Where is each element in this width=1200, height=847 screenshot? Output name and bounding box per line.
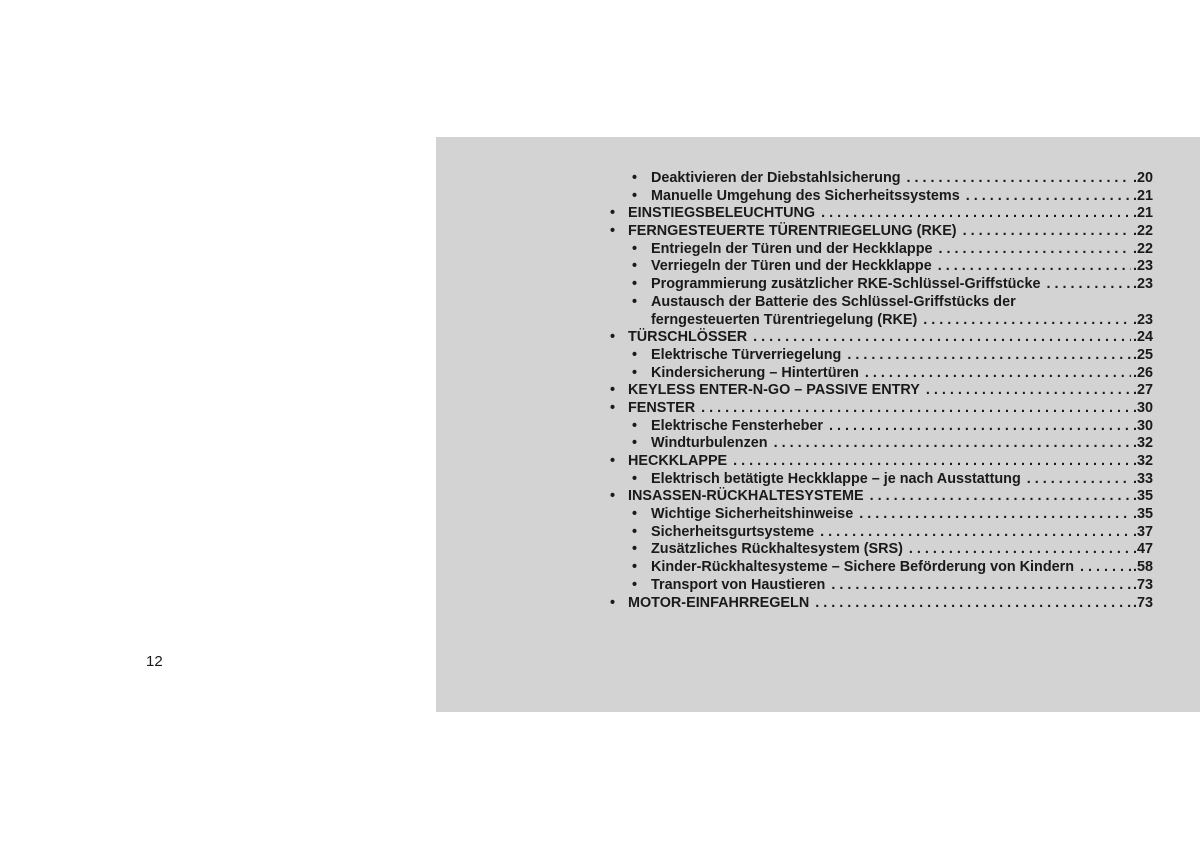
toc-entry[interactable]	[610, 329, 1153, 347]
bullet-icon: •	[610, 399, 616, 416]
toc-entry-page: .21	[1132, 187, 1153, 204]
toc-entry-page: .25	[1132, 346, 1153, 363]
bullet-icon: •	[610, 205, 616, 222]
toc-entry[interactable]	[610, 577, 1153, 595]
bullet-icon: •	[632, 293, 638, 310]
toc-entry-title: Entriegeln der Türen und der Heckklappe	[651, 240, 933, 257]
toc-entry-title: Elektrische Türverriegelung	[651, 346, 842, 363]
toc-entry-title: Kindersicherung – Hintertüren	[651, 364, 859, 381]
toc-entry[interactable]	[610, 347, 1153, 365]
bullet-icon: •	[632, 240, 638, 257]
toc-entry-page: .23	[1132, 276, 1153, 293]
toc-entry-title: Sicherheitsgurtsysteme	[651, 523, 815, 540]
toc-entry-title: Deaktivieren der Diebstahlsicherung	[651, 170, 901, 186]
dot-leader	[932, 241, 1131, 259]
dot-leader	[1021, 471, 1131, 489]
toc-entry-page: .32	[1132, 453, 1153, 469]
bullet-icon: •	[632, 187, 638, 204]
toc-entry[interactable]	[610, 435, 1153, 453]
dot-leader	[727, 453, 1131, 471]
bullet-icon: •	[632, 470, 638, 487]
dot-leader	[917, 312, 1131, 330]
dot-leader	[903, 541, 1131, 559]
dot-leader	[841, 347, 1131, 365]
toc-entry-title: FERNGESTEUERTE TÜRENTRIEGELUNG (RKE)	[628, 223, 957, 240]
dot-leader	[853, 506, 1131, 524]
bullet-icon: •	[632, 576, 638, 593]
toc-entry-title: FENSTER	[628, 399, 696, 416]
bullet-icon: •	[632, 170, 638, 186]
toc-entry[interactable]	[610, 312, 1153, 330]
toc-entry-title: TÜRSCHLÖSSER	[628, 329, 748, 346]
dot-leader	[901, 170, 1131, 188]
dot-leader	[1074, 559, 1131, 577]
toc-entry[interactable]	[610, 453, 1153, 471]
toc-entry-title: Manuelle Umgehung des Sicherheitssystems	[651, 187, 960, 204]
dot-leader	[768, 435, 1131, 453]
toc-entry-page: .22	[1132, 240, 1153, 257]
toc-entry-page: .47	[1132, 541, 1153, 558]
toc-entry-page: .30	[1132, 399, 1153, 416]
bullet-icon: •	[632, 541, 638, 558]
dot-leader	[825, 577, 1131, 595]
dot-leader	[809, 595, 1131, 613]
bullet-icon: •	[632, 559, 638, 576]
toc-entry-page: .22	[1132, 223, 1153, 240]
bullet-icon: •	[610, 488, 616, 505]
bullet-icon: •	[632, 523, 638, 540]
toc-entry[interactable]	[610, 506, 1153, 524]
toc-entry-title: MOTOR-EINFAHRREGELN	[628, 594, 810, 611]
toc-entry-page: .33	[1132, 470, 1153, 487]
bullet-icon: •	[632, 276, 638, 293]
bullet-icon: •	[632, 364, 638, 381]
dot-leader	[823, 418, 1131, 436]
dot-leader	[814, 524, 1131, 542]
toc-entry-page: .20	[1132, 170, 1153, 186]
bullet-icon: •	[610, 594, 616, 611]
toc-entry-page: .24	[1132, 329, 1153, 346]
toc-entry[interactable]	[610, 400, 1153, 418]
toc-entry[interactable]	[610, 365, 1153, 383]
toc-entry-page: .73	[1132, 576, 1153, 593]
toc-entry[interactable]	[610, 418, 1153, 436]
toc-entry-title: Austausch der Batterie des Schlüssel-Griffstücks der	[651, 293, 1016, 310]
toc-entry-title: ferngesteuerten Türentriegelung (RKE)	[651, 311, 918, 328]
toc-entry-title: INSASSEN-RÜCKHALTESYSTEME	[628, 488, 864, 505]
toc-entry[interactable]	[610, 541, 1153, 559]
toc-entry-title: HECKKLAPPE	[628, 453, 728, 469]
bullet-icon: •	[610, 453, 616, 469]
toc-entry-page: .23	[1132, 311, 1153, 328]
toc-entry-page: .23	[1132, 258, 1153, 275]
bullet-icon: •	[632, 258, 638, 275]
dot-leader	[747, 329, 1131, 347]
toc-entry-page: .32	[1132, 435, 1153, 452]
toc-entry[interactable]	[610, 595, 1153, 613]
toc-entry[interactable]	[610, 294, 1153, 312]
dot-leader	[932, 258, 1131, 276]
toc-entry-page: .58	[1132, 559, 1153, 576]
toc-entry[interactable]	[610, 488, 1153, 506]
toc-entry[interactable]	[610, 258, 1153, 276]
bullet-icon: •	[610, 382, 616, 399]
toc-entry-title: Transport von Haustieren	[651, 576, 826, 593]
toc-entry-title: Elektrisch betätigte Heckklappe – je nach Ausstattung	[651, 470, 1021, 487]
toc-entry-page: .30	[1132, 417, 1153, 434]
toc-entry-page: .37	[1132, 523, 1153, 540]
toc-entry-title: EINSTIEGSBELEUCHTUNG	[628, 205, 816, 222]
toc-entry-title: Programmierung zusätzlicher RKE-Schlüssel-Griffstücke	[651, 276, 1041, 293]
dot-leader	[815, 205, 1131, 223]
toc-entry[interactable]	[610, 223, 1153, 241]
toc-entry-title: Zusätzliches Rückhaltesystem (SRS)	[651, 541, 903, 558]
toc-entry[interactable]	[610, 382, 1153, 400]
dot-leader	[960, 188, 1131, 206]
dot-leader	[1040, 276, 1131, 294]
toc-entry-title: Windturbulenzen	[651, 435, 768, 452]
toc-entry-page: .21	[1132, 205, 1153, 222]
toc-entry-page: .26	[1132, 364, 1153, 381]
toc-entry-title: Elektrische Fensterheber	[651, 417, 823, 434]
bullet-icon: •	[632, 506, 638, 523]
dot-leader	[859, 365, 1131, 383]
toc-entry-title: KEYLESS ENTER-N-GO – PASSIVE ENTRY	[628, 382, 920, 399]
toc-entry[interactable]	[610, 471, 1153, 489]
toc-entry[interactable]	[610, 276, 1153, 294]
toc-entry[interactable]	[610, 170, 1153, 188]
bullet-icon: •	[632, 417, 638, 434]
toc-entry[interactable]	[610, 524, 1153, 542]
toc-entry-page: .35	[1132, 488, 1153, 505]
toc-entry[interactable]	[610, 559, 1153, 577]
toc-entry-page: .27	[1132, 382, 1153, 399]
page-number: 12	[146, 653, 163, 670]
bullet-icon: •	[632, 435, 638, 452]
bullet-icon: •	[632, 346, 638, 363]
toc-entry-title: Kinder-Rückhaltesysteme – Sichere Beförderung von Kindern	[651, 559, 1075, 576]
bullet-icon: •	[610, 223, 616, 240]
dot-leader	[920, 382, 1131, 400]
toc-entry-page: .35	[1132, 506, 1153, 523]
dot-leader	[864, 488, 1131, 506]
toc-entry-page: .73	[1132, 594, 1153, 611]
bullet-icon: •	[610, 329, 616, 346]
table-of-contents	[610, 170, 1153, 612]
toc-entry-title: Wichtige Sicherheitshinweise	[651, 506, 854, 523]
dot-leader	[695, 400, 1131, 418]
dot-leader	[957, 223, 1131, 241]
toc-entry[interactable]	[610, 188, 1153, 206]
toc-entry[interactable]	[610, 205, 1153, 223]
toc-entry[interactable]	[610, 241, 1153, 259]
toc-entry-title: Verriegeln der Türen und der Heckklappe	[651, 258, 932, 275]
